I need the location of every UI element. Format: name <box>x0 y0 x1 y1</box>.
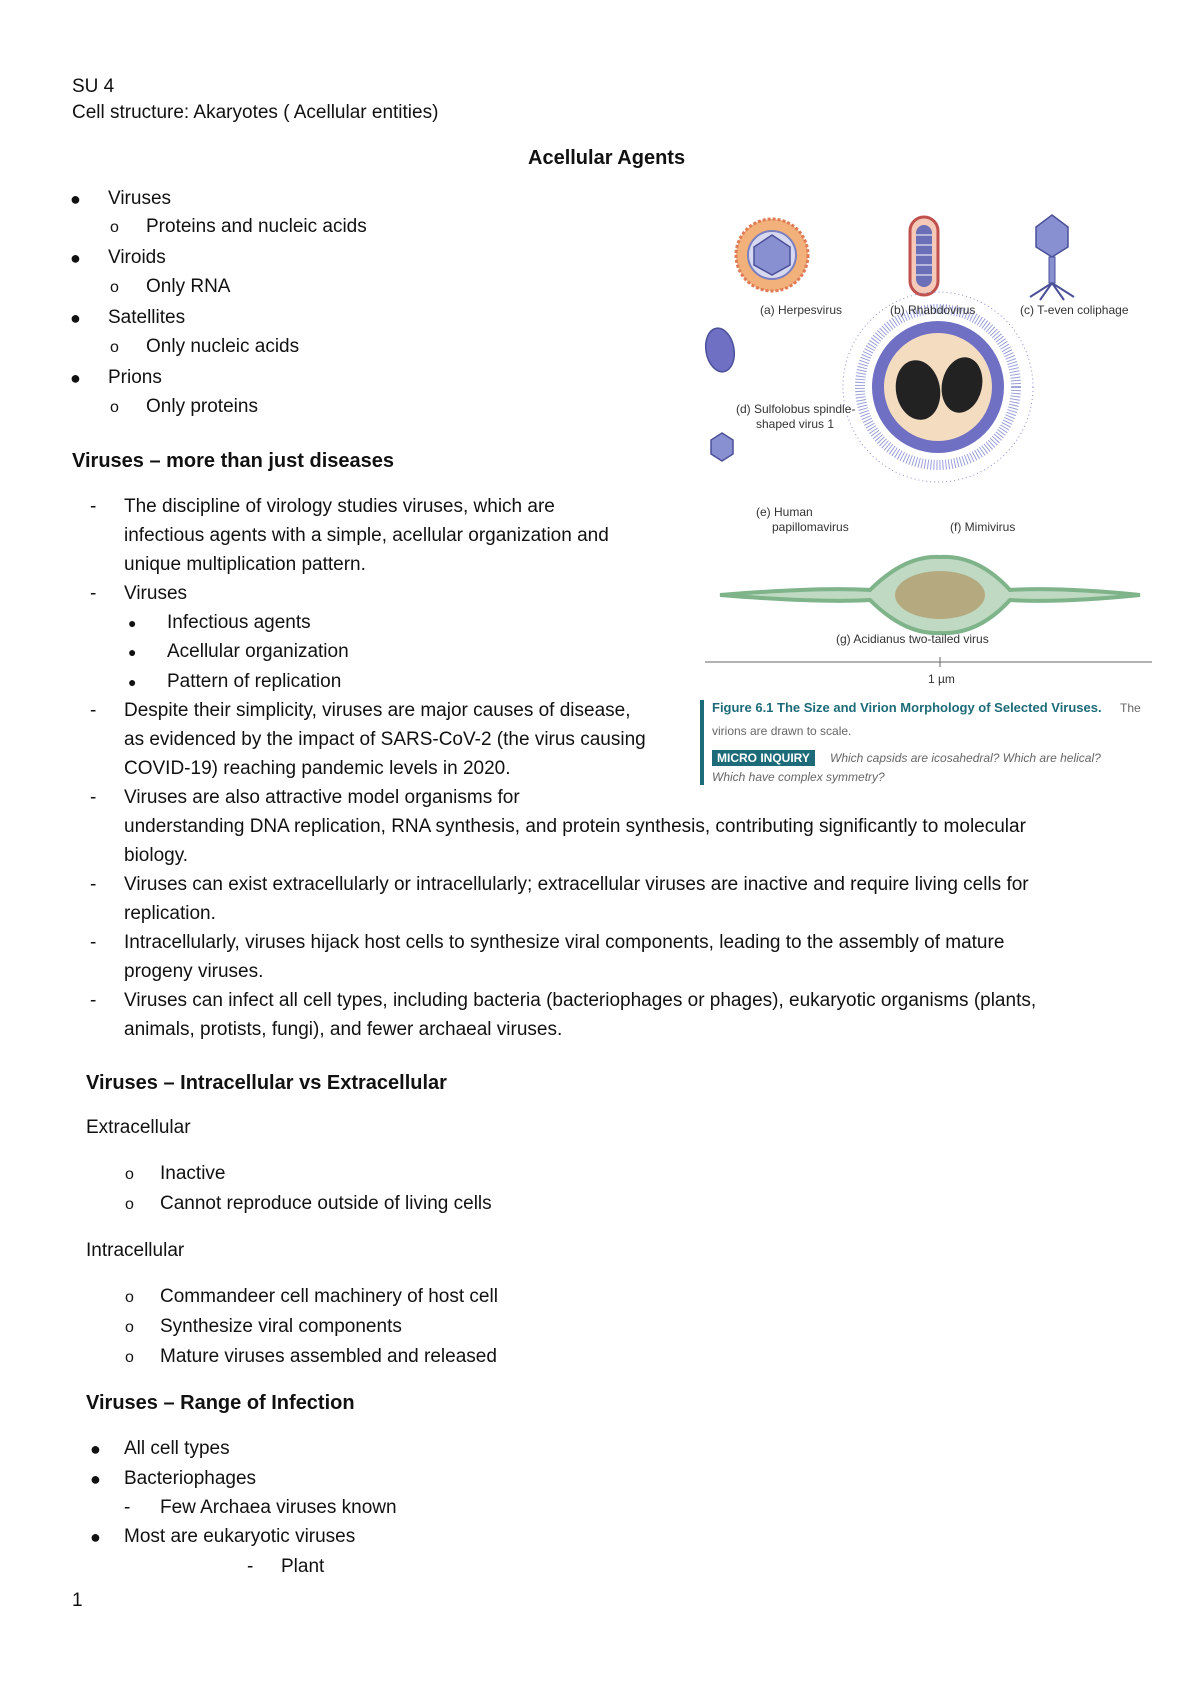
spindle-virus-drawing <box>702 326 737 374</box>
bullet-icon: ● <box>128 644 137 660</box>
bullet-icon: ● <box>70 308 81 328</box>
dash-icon: - <box>90 583 97 604</box>
figure-label: papillomavirus <box>772 520 849 534</box>
herpesvirus-drawing <box>736 219 808 291</box>
subheading: Extracellular <box>86 1117 191 1138</box>
dash-icon: - <box>90 874 97 895</box>
section-heading: Viruses – more than just diseases <box>72 450 395 472</box>
scale-bar <box>705 657 1152 667</box>
dash-icon: - <box>124 1497 131 1518</box>
agent-name: Viruses <box>108 188 172 209</box>
paragraph-line: understanding DNA replication, RNA synthesis, and protein synthesis, contributing significantly to molecular <box>124 816 1026 837</box>
figure-label: shaped virus 1 <box>756 417 835 431</box>
paragraph-line: Intracellularly, viruses hijack host cells to synthesize viral components, leading to the assembly of mature <box>124 932 1005 953</box>
bullet-icon: ● <box>128 615 137 631</box>
agent-detail: Only RNA <box>146 276 231 297</box>
list-item: Mature viruses assembled and released <box>160 1346 497 1367</box>
papillomavirus-drawing <box>711 433 733 461</box>
paragraph-line: Despite their simplicity, viruses are major causes of disease, <box>124 700 631 721</box>
paragraph-line: infectious agents with a simple, acellular organization and <box>124 525 609 546</box>
circle-bullet-icon: o <box>110 219 119 236</box>
paragraph-line: COVID-19) reaching pandemic levels in 2020. <box>124 758 511 779</box>
list-item: Commandeer cell machinery of host cell <box>160 1286 498 1307</box>
agent-name: Prions <box>108 367 162 388</box>
list-item: Cannot reproduce outside of living cells <box>160 1193 492 1214</box>
circle-bullet-icon: o <box>125 1166 134 1183</box>
agent-detail: Proteins and nucleic acids <box>146 216 367 237</box>
agent-name: Satellites <box>108 307 186 328</box>
circle-bullet-icon: o <box>110 399 119 416</box>
bullet-icon: ● <box>70 368 81 388</box>
bullet-icon: ● <box>70 248 81 268</box>
unit-label: SU 4 <box>72 76 115 97</box>
dash-icon: - <box>247 1556 254 1577</box>
bullet-icon: ● <box>128 674 137 690</box>
paragraph-line: progeny viruses. <box>124 961 264 982</box>
dash-icon: - <box>90 700 97 721</box>
rhabdovirus-drawing <box>910 217 938 295</box>
bullet-icon: ● <box>90 1469 101 1489</box>
caption-text: virions are drawn to scale. <box>712 724 852 738</box>
subheading: Intracellular <box>86 1240 185 1261</box>
figure-label: (g) Acidianus two-tailed virus <box>836 632 989 646</box>
bullet-icon: ● <box>70 189 81 209</box>
circle-bullet-icon: o <box>125 1289 134 1306</box>
coliphage-drawing <box>1030 215 1074 300</box>
section-heading: Viruses – Range of Infection <box>86 1392 355 1414</box>
circle-bullet-icon: o <box>125 1319 134 1336</box>
list-item: Bacteriophages <box>124 1468 257 1489</box>
list-item: Acellular organization <box>167 641 349 662</box>
list-item: Few Archaea viruses known <box>160 1497 397 1518</box>
paragraph-line: Viruses can infect all cell types, including bacteria (bacteriophages or phages), eukaryotic organisms (plants, <box>124 990 1037 1011</box>
figure-label: (c) T-even coliphage <box>1020 303 1129 317</box>
list-item: All cell types <box>124 1438 230 1459</box>
agent-detail: Only nucleic acids <box>146 336 300 357</box>
section-heading: Viruses – Intracellular vs Extracellular <box>86 1072 447 1094</box>
scale-label: 1 µm <box>928 672 955 686</box>
circle-bullet-icon: o <box>125 1196 134 1213</box>
dash-icon: - <box>90 787 97 808</box>
agent-name: Viroids <box>108 247 166 268</box>
circle-bullet-icon: o <box>110 279 119 296</box>
list-item: Most are eukaryotic viruses <box>124 1526 356 1547</box>
virus-illustrations <box>700 205 1160 685</box>
bullet-icon: ● <box>90 1439 101 1459</box>
figure-label: (d) Sulfolobus spindle- <box>736 402 856 416</box>
micro-inquiry-text: Which have complex symmetry? <box>712 770 885 784</box>
list-item: Infectious agents <box>167 612 311 633</box>
doc-subtitle: Cell structure: Akaryotes ( Acellular entities) <box>72 102 439 123</box>
agent-detail: Only proteins <box>146 396 258 417</box>
figure-label: (f) Mimivirus <box>950 520 1016 534</box>
figure-label: (b) Rhabdovirus <box>890 303 976 317</box>
acidianus-virus-drawing <box>720 557 1140 633</box>
paragraph-line: Viruses are also attractive model organisms for <box>124 787 520 808</box>
circle-bullet-icon: o <box>110 339 119 356</box>
figure-label: (a) Herpesvirus <box>760 303 843 317</box>
paragraph-line: replication. <box>124 903 216 924</box>
dash-icon: - <box>90 990 97 1011</box>
micro-inquiry-text: Which capsids are icosahedral? Which are helical? <box>830 751 1101 765</box>
page-title: Acellular Agents <box>528 147 686 169</box>
mimivirus-drawing <box>843 292 1033 482</box>
page-number: 1 <box>72 1590 83 1611</box>
list-item: Inactive <box>160 1163 226 1184</box>
bullet-icon: ● <box>90 1527 101 1547</box>
paragraph-line: The discipline of virology studies viruses, which are <box>124 496 555 517</box>
paragraph-line: as evidenced by the impact of SARS-CoV-2 (the virus causing <box>124 729 646 750</box>
micro-inquiry-tag: MICRO INQUIRY <box>712 750 815 766</box>
figure-label: (e) Human <box>756 505 813 519</box>
paragraph-line: unique multiplication pattern. <box>124 554 366 575</box>
dash-icon: - <box>90 932 97 953</box>
list-item: Pattern of replication <box>167 671 342 692</box>
caption-title: Figure 6.1 The Size and Virion Morphology of Selected Viruses. <box>712 700 1102 715</box>
caption-suffix: The <box>1120 701 1141 715</box>
list-item: Synthesize viral components <box>160 1316 402 1337</box>
paragraph-line: animals, protists, fungi), and fewer archaeal viruses. <box>124 1019 563 1040</box>
list-item: Plant <box>281 1556 325 1577</box>
dash-icon: - <box>90 496 97 517</box>
circle-bullet-icon: o <box>125 1349 134 1366</box>
paragraph-line: Viruses can exist extracellularly or intracellularly; extracellular viruses are inactive and require living cells for <box>124 874 1029 895</box>
paragraph-line: Viruses <box>124 583 188 604</box>
paragraph-line: biology. <box>124 845 189 866</box>
caption-accent-bar <box>700 700 704 785</box>
